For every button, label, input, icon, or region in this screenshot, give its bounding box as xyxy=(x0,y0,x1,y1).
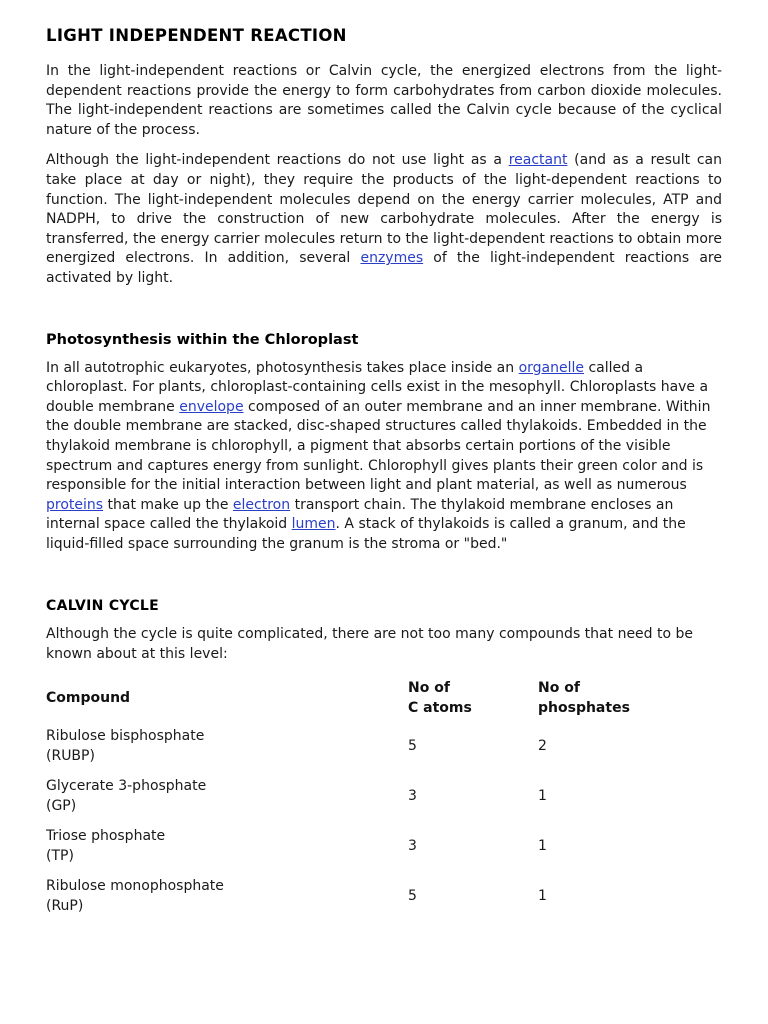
compound-abbr: (RUBP) xyxy=(46,747,95,764)
compound-name: Glycerate 3-phosphate xyxy=(46,778,207,795)
spacer xyxy=(46,300,722,331)
section-heading-light-independent: LIGHT INDEPENDENT REACTION xyxy=(46,26,347,45)
text-span: transport chain. The thylakoid membrane encloses an internal space called the thylakoid xyxy=(46,496,674,533)
table-row xyxy=(46,872,666,922)
compound-cell xyxy=(46,772,408,822)
text-span: In all autotrophic eukaryotes, photosynthesis takes place inside an xyxy=(46,359,519,376)
compound-name: Ribulose monophosphate xyxy=(46,878,224,895)
table-header-row xyxy=(46,676,666,722)
header-line: C atoms xyxy=(408,699,472,716)
table-row xyxy=(46,772,666,822)
phosphates-cell: 1 xyxy=(538,787,547,804)
compound-abbr: (GP) xyxy=(46,797,77,814)
paragraph-chloroplast xyxy=(46,359,722,555)
text-span: . A stack of thylakoids is called a granum, and the liquid-filled space surrounding the granum is the stroma or "bed." xyxy=(46,516,686,552)
paragraph-light-independent-detail xyxy=(46,151,722,288)
header-c-atoms xyxy=(408,676,538,722)
c-atoms-cell: 3 xyxy=(408,787,417,804)
c-atoms-cell: 3 xyxy=(408,837,417,854)
link-envelope[interactable]: envelope xyxy=(179,398,244,415)
table-row xyxy=(46,822,666,872)
header-line: phosphates xyxy=(538,699,630,716)
compound-abbr: (RuP) xyxy=(46,897,84,914)
c-atoms-cell: 5 xyxy=(408,887,417,904)
phosphates-cell: 2 xyxy=(538,737,547,754)
header-line: No of xyxy=(408,680,450,697)
link-enzymes[interactable]: enzymes xyxy=(360,250,424,267)
text-span: (and as a result can take place at day or night), they require the products of the light-dependent reactions to function. The light-independent molecules depend on the energy carrier molecules, ATP and NADPH, to drive the construction of new carbohydrate molecules. After the energy is transferred, the energy carrier molecules return to the light-dependent reactions to obtain more energized electrons. In addition, several xyxy=(46,152,722,267)
header-phosphates xyxy=(538,676,666,722)
compound-cell xyxy=(46,872,408,922)
link-reactant[interactable]: reactant xyxy=(508,152,568,169)
compound-cell xyxy=(46,722,408,772)
text-span: called a chloroplast. For plants, chloroplast-containing cells exist in the mesophyll. Chloroplasts have a double membrane xyxy=(46,359,709,415)
text-span: of the light-independent reactions are activated by light. xyxy=(46,250,722,286)
text-span: Although the light-independent reactions do not use light as a xyxy=(46,152,509,169)
section-heading-chloroplast: Photosynthesis within the Chloroplast xyxy=(46,331,359,348)
text-span: that make up the xyxy=(103,496,233,513)
c-atoms-cell: 5 xyxy=(408,737,417,754)
spacer xyxy=(46,565,722,597)
section-heading-calvin-cycle: CALVIN CYCLE xyxy=(46,598,160,615)
link-proteins[interactable]: proteins xyxy=(46,496,104,513)
text-span: composed of an outer membrane and an inner membrane. Within the double membrane are stacked, disc-shaped structures called thylakoids. Embedded in the thylakoid membrane is chlorophyll, a pigment that absorbs certain portions of the visible spectrum and captures energy from sunlight. Chlorophyll gives plants their green color and is responsible for the initial interaction between light and plant material, as well as numerous xyxy=(46,398,711,494)
compound-name: Ribulose bisphosphate xyxy=(46,728,205,745)
header-line: No of xyxy=(538,680,580,697)
paragraph-calvin-intro: In the light-independent reactions or Calvin cycle, the energized electrons from the light-dependent reactions provide the energy to form carbohydrates from carbon dioxide molecules. The light-independent reactions are sometimes called the Calvin cycle because of the cyclical nature of the process. xyxy=(46,63,722,138)
document-content xyxy=(46,26,722,922)
compounds-table xyxy=(46,676,666,922)
phosphates-cell: 1 xyxy=(538,887,547,904)
compound-abbr: (TP) xyxy=(46,847,74,864)
table-row xyxy=(46,722,666,772)
link-lumen[interactable]: lumen xyxy=(291,516,336,533)
compound-name: Triose phosphate xyxy=(46,828,166,845)
compound-cell xyxy=(46,822,408,872)
paragraph-compounds-intro: Although the cycle is quite complicated, there are not too many compounds that need to be known about at this level: xyxy=(46,626,694,663)
link-electron[interactable]: electron xyxy=(232,496,291,513)
phosphates-cell: 1 xyxy=(538,837,547,854)
header-compound: Compound xyxy=(46,689,131,706)
link-organelle[interactable]: organelle xyxy=(518,359,585,376)
